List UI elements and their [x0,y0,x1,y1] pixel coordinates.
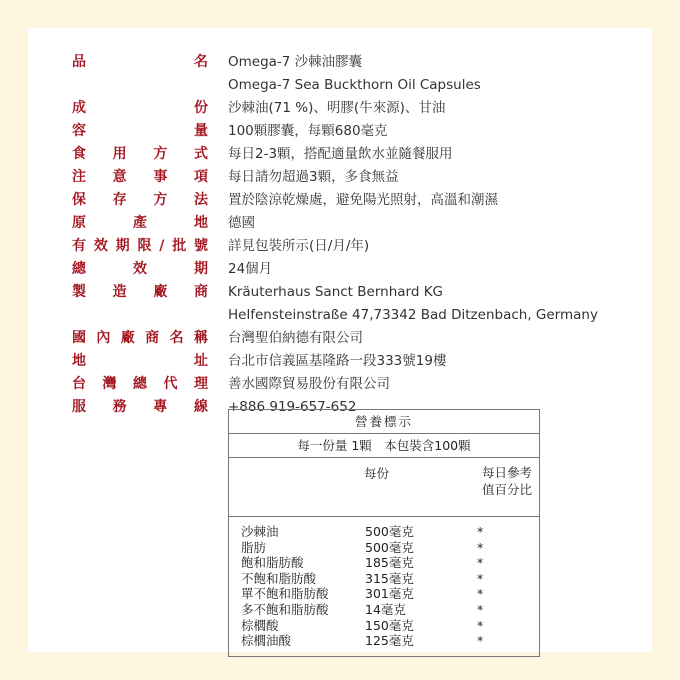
info-label [72,143,208,166]
nutrient-name: 不飽和脂肪酸 [241,570,317,586]
info-label-char: 用 [112,146,127,162]
info-value-line: 每日2-3顆，搭配適量飲水並隨餐服用 [228,146,453,162]
info-label-char: 方 [153,192,168,208]
info-value-line: 沙棘油(71 %)、明膠(牛來源)、甘油 [228,100,446,116]
info-row [72,235,632,258]
info-label-char: 名 [169,330,184,346]
info-label-char: 造 [112,284,127,300]
info-label-char: 容 [72,123,86,139]
info-row [72,281,632,327]
info-value [228,143,453,166]
info-label-char: 製 [72,284,86,300]
nutrient-name: 多不飽和脂肪酸 [241,601,329,617]
info-label [72,235,208,258]
nutrition-header [229,458,539,517]
nutrient-amount: 301毫克 [365,586,414,602]
info-label [72,396,208,419]
nutrient-amount: 500毫克 [365,524,414,539]
label-card [28,28,652,652]
info-label-char: 份 [194,100,208,116]
info-row [72,373,632,396]
per-serving-header: 每份 [364,466,390,481]
daily-value-header-line2: 值百分比 [481,482,532,497]
info-value [228,51,481,97]
info-label [72,97,208,120]
info-value-line: Kräuterhaus Sanct Bernhard KG [228,284,444,300]
info-value-line: 詳見包裝所示(日/月/年) [228,238,370,254]
info-value [228,373,390,396]
info-label [72,189,208,212]
info-label-char: 理 [194,376,208,392]
nutrient-amount: 150毫克 [365,617,414,633]
nutrient-name: 單不飽和脂肪酸 [241,586,329,602]
info-label-char: 台 [72,376,86,392]
nutrient-name: 飽和脂肪酸 [241,555,304,571]
nutrition-row [229,602,539,618]
info-label-char: 廠 [120,330,135,346]
nutrition-row [229,524,539,540]
info-label-char: 務 [112,399,127,415]
info-row [72,189,632,212]
info-label [72,258,208,281]
nutrient-amount: 500毫克 [365,539,414,555]
nutrient-name: 脂肪 [241,539,267,555]
nutrient-name: 棕櫚油酸 [241,633,292,649]
info-label-char: 服 [72,399,86,415]
info-row [72,97,632,120]
info-label-char: 項 [193,169,208,185]
info-value [228,327,363,350]
info-label-char: 品 [72,54,86,70]
info-value-line: 每日請勿超過3顆，多食無益 [228,169,399,185]
info-label [72,166,208,189]
info-value-line: Helfensteinstraße 47,73342 Bad Ditzenbach, Germany [228,307,598,323]
info-label-char: / [159,238,165,254]
info-label-char: 稱 [193,330,208,346]
nutrient-daily-value: * [477,555,484,571]
info-label-char: 名 [194,54,208,70]
nutrient-daily-value: * [477,539,484,555]
nutrition-row [229,540,539,556]
info-row [72,258,632,281]
info-label-char: 效 [133,261,147,277]
nutrition-row [229,618,539,634]
info-value [228,97,445,120]
info-label-char: 量 [194,123,208,139]
info-label-char: 總 [133,376,147,392]
info-value-line: 置於陰涼乾燥處，避免陽光照射，高溫和潮濕 [228,192,498,208]
info-value [228,350,446,373]
info-value-line: +886 919-657-652 [228,399,357,415]
info-label-char: 注 [72,169,86,185]
nutrient-name: 沙棘油 [241,524,279,539]
nutrient-daily-value: * [477,617,484,633]
nutrient-amount: 185毫克 [365,555,414,571]
info-label [72,350,208,373]
nutrient-daily-value: * [477,586,484,602]
info-label-char: 商 [193,284,208,300]
nutrition-facts-table [228,409,540,657]
nutrition-row [229,586,539,602]
info-label [72,51,208,74]
nutrition-row [229,571,539,587]
info-label-char: 成 [72,100,86,116]
nutrition-title: 營養標示 [229,410,539,434]
info-label [72,327,208,350]
info-row [72,166,632,189]
info-value-line: 台北市信義區基隆路一段333號19樓 [228,353,447,369]
info-label-char: 原 [72,215,86,231]
daily-value-header-line1: 每日參考 [481,465,532,480]
info-label-char: 內 [96,330,111,346]
info-value-line: 善水國際貿易股份有限公司 [228,376,390,392]
serving-info: 每一份量 1顆 本包裝含100顆 [229,434,539,458]
info-value [228,281,598,327]
info-label-char: 限 [137,238,152,254]
nutrient-daily-value: * [477,601,484,617]
info-value [228,189,498,212]
info-value [228,258,272,281]
info-label-char: 產 [133,215,147,231]
info-value-line: 24個月 [228,261,273,277]
info-row [72,120,632,143]
info-label-char: 商 [145,330,160,346]
info-label-char: 號 [194,238,208,254]
info-row [72,143,632,166]
nutrient-amount: 315毫克 [365,570,414,586]
nutrient-amount: 14毫克 [365,601,406,617]
info-label-char: 代 [163,376,178,392]
info-label-char: 廠 [153,284,168,300]
nutrient-name: 棕櫚酸 [241,617,279,633]
info-label-char: 地 [194,215,208,231]
info-label-char: 批 [172,238,187,254]
info-label-char: 有 [72,238,86,254]
info-label-char: 食 [72,146,86,162]
info-value-line: Omega-7 Sea Buckthorn Oil Capsules [228,77,481,93]
info-row [72,350,632,373]
info-row [72,327,632,350]
product-info-list [72,51,632,419]
info-label-char: 地 [72,353,86,369]
info-label [72,373,208,396]
info-label [72,212,208,235]
info-label-char: 期 [115,238,130,254]
info-label-char: 保 [72,192,86,208]
nutrition-row [229,555,539,571]
info-value [228,212,255,235]
info-label-char: 方 [153,146,168,162]
info-label-char: 國 [72,330,86,346]
info-label-char: 式 [193,146,208,162]
info-label-char: 灣 [102,376,117,392]
info-label-char: 效 [93,238,108,254]
info-label-char: 專 [153,399,168,415]
info-value-line: 100顆膠囊，每顆680毫克 [228,123,388,139]
info-value [228,120,388,143]
info-label-char: 事 [153,169,168,185]
nutrient-daily-value: * [477,633,484,649]
info-label-char: 存 [112,192,127,208]
nutrient-amount: 125毫克 [365,633,414,649]
nutrient-daily-value: * [477,570,484,586]
info-label-char: 意 [112,169,127,185]
info-value-line: 台灣聖伯納德有限公司 [228,330,363,346]
info-label [72,281,208,304]
info-value [228,166,399,189]
info-value [228,235,369,258]
info-value-line: Omega-7 沙棘油膠囊 [228,54,363,70]
info-label [72,120,208,143]
nutrient-daily-value: * [477,524,484,539]
info-row [72,51,632,97]
info-value-line: 德國 [228,215,255,231]
info-row [72,212,632,235]
nutrition-rows [229,517,539,656]
info-label-char: 址 [194,353,208,369]
info-label-char: 期 [194,261,208,277]
info-label-char: 法 [193,192,208,208]
nutrition-row [229,633,539,649]
daily-value-header [477,464,537,498]
info-label-char: 線 [193,399,208,415]
info-label-char: 總 [72,261,86,277]
